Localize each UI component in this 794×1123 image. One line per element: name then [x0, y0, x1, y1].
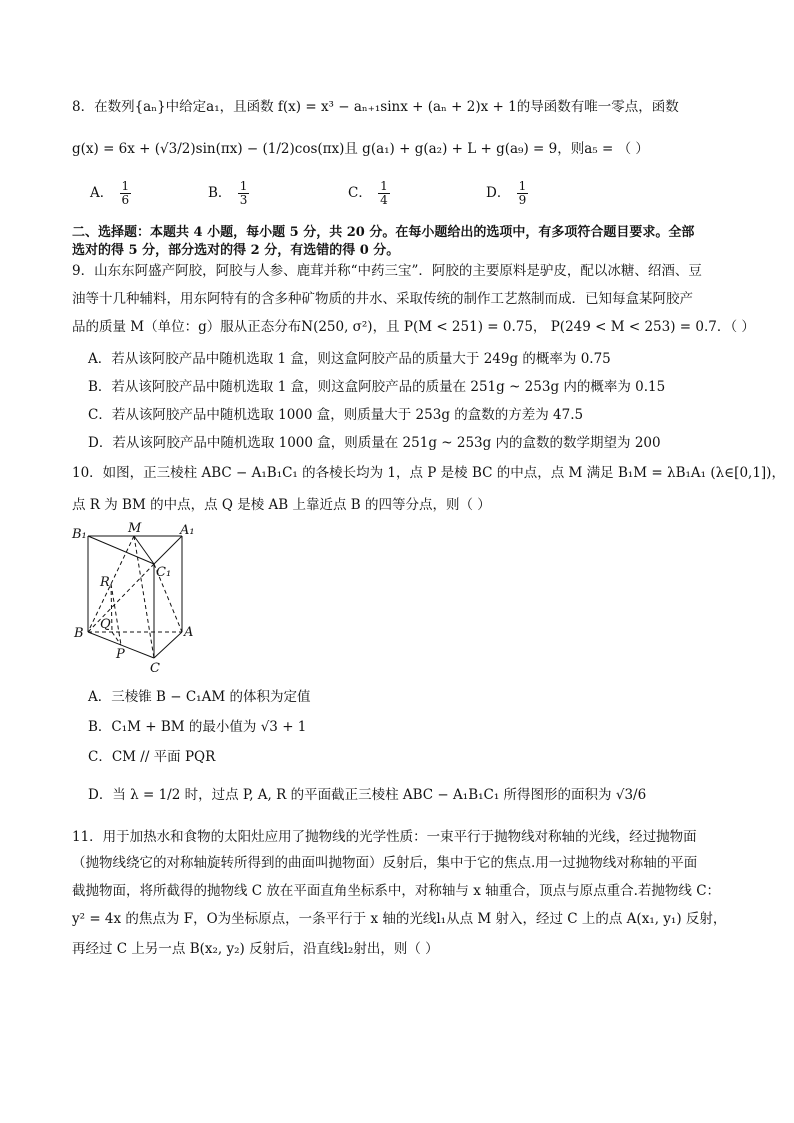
option-letter: C． — [348, 185, 372, 201]
label-p: P — [116, 647, 125, 662]
q11-stem-line3: 截抛物面，将所截得的抛物线 C 放在平面直角坐标系中，对称轴与 x 轴重合，顶点与原点重合.若抛物线 C： — [72, 883, 721, 899]
segment-m-c — [134, 536, 154, 658]
q10-option-a[interactable]: A．三棱锥 B − C₁AM 的体积为定值 — [88, 689, 311, 705]
denominator: 6 — [121, 193, 130, 207]
segment-r-p — [111, 584, 121, 645]
q10-option-b[interactable]: B．C₁M + BM 的最小值为 √3 + 1 — [88, 719, 307, 735]
numerator: 1 — [380, 179, 388, 193]
fraction — [120, 180, 132, 207]
q8-stem-line1: 8．在数列{aₙ}中给定a₁，且函数 f(x) = x³ − aₙ₊₁sinx + (aₙ + 2)x + 1的导函数有唯一零点，函数 — [72, 99, 679, 115]
numerator: 1 — [121, 179, 130, 193]
q11-stem-line1: 11．用于加热水和食物的太阳灶应用了抛物线的光学性质：一束平行于抛物线对称轴的光线，经过抛物面 — [72, 829, 697, 845]
q8-option-c[interactable] — [348, 180, 392, 207]
option-letter: A． — [90, 185, 114, 201]
denominator: 3 — [239, 193, 248, 207]
edge-a1-c1 — [154, 536, 182, 564]
label-c: C — [150, 661, 160, 676]
q8-stem-line2: g(x) = 6x + (√3/2)sin(πx) − (1/2)cos(πx)且 g(a₁) + g(a₂) + L + g(a₉) = 9，则a₅ = （ ） — [72, 141, 649, 157]
q10-option-c[interactable]: C．CM // 平面 PQR — [88, 749, 216, 765]
fraction — [517, 180, 529, 207]
option-letter: D． — [486, 185, 511, 201]
numerator: 1 — [518, 179, 527, 193]
label-b: B — [74, 626, 84, 641]
fraction — [378, 180, 390, 207]
q10-stem-line1: 10．如图，正三棱柱 ABC − A₁B₁C₁ 的各棱长均为 1，点 P 是棱 BC 的中点，点 M 满足 B₁M = λB₁A₁ (λ∈[0,1])， — [72, 465, 785, 481]
label-m: M — [128, 521, 142, 536]
q9-stem-line2: 油等十几种辅料，用东阿特有的含多种矿物质的井水、采取传统的制作工艺熬制而成．已知每盒某阿胶产 — [72, 291, 693, 307]
denominator: 4 — [380, 193, 388, 207]
q11-stem-line4: y² = 4x 的焦点为 F，O为坐标原点，一条平行于 x 轴的光线l₁从点 M 射入，经过 C 上的点 A(x₁, y₁) 反射， — [72, 911, 727, 927]
fraction — [238, 180, 250, 207]
numerator: 1 — [239, 179, 248, 193]
q9-option-d[interactable]: D．若从该阿胶产品中随机选取 1000 盒，则质量在 251g ~ 253g 内的盒数的数学期望为 200 — [88, 435, 661, 451]
section2-instructions-line1: 二、选择题：本题共 4 小题，每小题 5 分，共 20 分。在每小题给出的选项中，有多项符合题目要求。全部 — [72, 225, 695, 240]
edge-c-a — [154, 632, 182, 658]
q8-option-b[interactable] — [208, 180, 251, 207]
q11-stem-line5: 再经过 C 上另一点 B(x₂, y₂) 反射后，沿直线l₂射出，则（ ） — [72, 941, 439, 957]
q9-option-a[interactable]: A．若从该阿胶产品中随机选取 1 盒，则这盒阿胶产品的质量大于 249g 的概率为 0.75 — [88, 351, 611, 367]
q10-stem-line2: 点 R 为 BM 的中点，点 Q 是棱 AB 上靠近点 B 的四等分点，则（ ） — [72, 497, 491, 513]
label-c1: C₁ — [156, 565, 172, 580]
segment-b-c1 — [88, 564, 154, 632]
label-a: A — [184, 625, 194, 640]
label-a1: A₁ — [180, 523, 195, 538]
q11-stem-line2: （抛物线绕它的对称轴旋转所得到的曲面叫抛物面）反射后，集中于它的焦点.用一过抛物线对称轴的平面 — [72, 855, 698, 871]
label-r: R — [100, 575, 110, 590]
q8-option-d[interactable] — [486, 180, 530, 207]
denominator: 9 — [518, 193, 527, 207]
q10-option-d[interactable]: D．当 λ = 1/2 时，过点 P, A, R 的平面截正三棱柱 ABC − A₁B₁C₁ 所得图形的面积为 √3/6 — [88, 787, 647, 803]
label-q: Q — [100, 617, 111, 632]
q9-stem-line3: 品的质量 M（单位：g）服从正态分布N(250, σ²)，且 P(M < 251) = 0.75， P(249 < M < 253) = 0.7．（ ） — [72, 319, 755, 335]
option-letter: B． — [208, 185, 232, 201]
label-b1: B₁ — [72, 527, 87, 542]
q9-option-c[interactable]: C．若从该阿胶产品中随机选取 1000 盒，则质量大于 253g 的盒数的方差为 47.5 — [88, 407, 584, 423]
q9-stem-line1: 9．山东东阿盛产阿胶，阿胶与人参、鹿茸并称“中药三宝”．阿胶的主要原料是驴皮，配以冰糖、绍酒、豆 — [72, 263, 702, 279]
q9-option-b[interactable]: B．若从该阿胶产品中随机选取 1 盒，则这盒阿胶产品的质量在 251g ~ 253g 内的概率为 0.15 — [88, 379, 666, 395]
q8-option-a[interactable] — [90, 180, 133, 207]
section2-instructions-line2: 选对的得 5 分，部分选对的得 2 分，有选错的得 0 分。 — [72, 243, 400, 258]
prism-figure — [70, 520, 210, 680]
